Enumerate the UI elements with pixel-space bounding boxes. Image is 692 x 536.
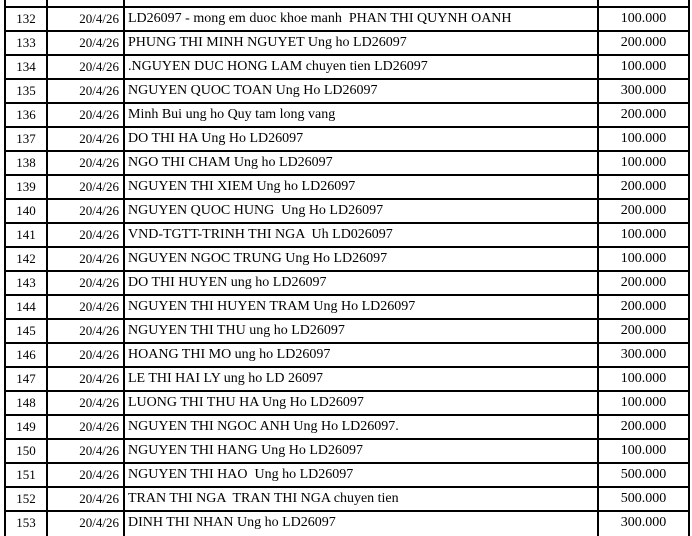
amount-cell: 100.000 — [620, 443, 667, 458]
donation-table-body — [6, 8, 688, 536]
date-cell: 20/4/26 — [48, 416, 125, 438]
description-cell — [125, 0, 599, 6]
donation-table — [4, 0, 690, 536]
description-cell: NGO THI CHAM Ung ho LD26097 — [125, 152, 599, 174]
row-number-cell: 150 — [6, 440, 48, 462]
date-cell: 20/4/26 — [48, 320, 125, 342]
row-number-cell: 132 — [6, 8, 48, 30]
table-row — [6, 152, 688, 176]
table-row — [6, 176, 688, 200]
description-cell: HOANG THI MO ung ho LD26097 — [125, 344, 599, 366]
table-row — [6, 392, 688, 416]
amount-cell: 200.000 — [620, 35, 667, 50]
date-cell: 20/4/26 — [48, 104, 125, 126]
date-cell — [48, 0, 125, 6]
description-cell: TRAN THI NGA TRAN THI NGA chuyen tien — [125, 488, 599, 510]
amount-cell: 100.000 — [620, 11, 667, 26]
table-row — [6, 128, 688, 152]
amount-cell: 100.000 — [620, 131, 667, 146]
date-cell: 20/4/26 — [48, 56, 125, 78]
description-cell: Minh Bui ung ho Quy tam long vang — [125, 104, 599, 126]
description-cell: NGUYEN THI HUYEN TRAM Ung Ho LD26097 — [125, 296, 599, 318]
row-number-cell: 143 — [6, 272, 48, 294]
description-cell: LE THI HAI LY ung ho LD 26097 — [125, 368, 599, 390]
row-number-cell: 149 — [6, 416, 48, 438]
description-cell: NGUYEN THI XIEM Ung ho LD26097 — [125, 176, 599, 198]
row-number-cell: 141 — [6, 224, 48, 246]
table-row — [6, 296, 688, 320]
table-row — [6, 8, 688, 32]
description-cell: LD26097 - mong em duoc khoe manh PHAN THI QUYNH OANH — [125, 8, 599, 30]
row-number-cell: 146 — [6, 344, 48, 366]
row-number-cell: 148 — [6, 392, 48, 414]
table-row — [6, 272, 688, 296]
description-cell: NGUYEN THI THU ung ho LD26097 — [125, 320, 599, 342]
description-cell: DO THI HUYEN ung ho LD26097 — [125, 272, 599, 294]
row-number-cell: 153 — [6, 512, 48, 536]
row-number-cell: 134 — [6, 56, 48, 78]
table-row — [6, 104, 688, 128]
table-row — [6, 224, 688, 248]
description-cell: NGUYEN QUOC TOAN Ung Ho LD26097 — [125, 80, 599, 102]
table-row — [6, 32, 688, 56]
amount-cell: 200.000 — [620, 299, 667, 314]
amount-cell: 200.000 — [620, 107, 667, 122]
date-cell: 20/4/26 — [48, 488, 125, 510]
row-number-cell: 147 — [6, 368, 48, 390]
date-cell: 20/4/26 — [48, 200, 125, 222]
description-cell: PHUNG THI MINH NGUYET Ung ho LD26097 — [125, 32, 599, 54]
description-cell: VND-TGTT-TRINH THI NGA Uh LD026097 — [125, 224, 599, 246]
row-number-cell: 133 — [6, 32, 48, 54]
amount-cell: 100.000 — [620, 59, 667, 74]
amount-cell: 100.000 — [620, 395, 667, 410]
date-cell: 20/4/26 — [48, 440, 125, 462]
date-cell: 20/4/26 — [48, 8, 125, 30]
description-cell: NGUYEN THI HANG Ung Ho LD26097 — [125, 440, 599, 462]
date-cell: 20/4/26 — [48, 80, 125, 102]
row-number-cell — [6, 0, 48, 6]
amount-cell: 300.000 — [620, 515, 667, 530]
amount-cell: 100.000 — [620, 371, 667, 386]
row-number-cell: 145 — [6, 320, 48, 342]
table-row — [6, 440, 688, 464]
date-cell: 20/4/26 — [48, 224, 125, 246]
row-number-cell: 144 — [6, 296, 48, 318]
date-cell: 20/4/26 — [48, 368, 125, 390]
description-cell: NGUYEN QUOC HUNG Ung Ho LD26097 — [125, 200, 599, 222]
description-cell: DO THI HA Ung Ho LD26097 — [125, 128, 599, 150]
date-cell: 20/4/26 — [48, 464, 125, 486]
row-number-cell: 142 — [6, 248, 48, 270]
amount-cell: 200.000 — [620, 179, 667, 194]
amount-cell: 100.000 — [620, 155, 667, 170]
date-cell: 20/4/26 — [48, 152, 125, 174]
row-number-cell: 140 — [6, 200, 48, 222]
date-cell: 20/4/26 — [48, 272, 125, 294]
amount-cell — [599, 0, 688, 6]
table-row — [6, 248, 688, 272]
date-cell: 20/4/26 — [48, 512, 125, 536]
date-cell: 20/4/26 — [48, 128, 125, 150]
description-cell: LUONG THI THU HA Ung Ho LD26097 — [125, 392, 599, 414]
table-row — [6, 368, 688, 392]
date-cell: 20/4/26 — [48, 248, 125, 270]
amount-cell: 500.000 — [620, 467, 667, 482]
amount-cell: 100.000 — [620, 227, 667, 242]
row-number-cell: 151 — [6, 464, 48, 486]
row-number-cell: 139 — [6, 176, 48, 198]
description-cell: DINH THI NHAN Ung ho LD26097 — [125, 512, 599, 536]
date-cell: 20/4/26 — [48, 32, 125, 54]
table-row — [6, 200, 688, 224]
amount-cell: 300.000 — [620, 347, 667, 362]
row-number-cell: 138 — [6, 152, 48, 174]
date-cell: 20/4/26 — [48, 344, 125, 366]
date-cell: 20/4/26 — [48, 176, 125, 198]
table-row — [6, 344, 688, 368]
date-cell: 20/4/26 — [48, 296, 125, 318]
description-cell: NGUYEN NGOC TRUNG Ung Ho LD26097 — [125, 248, 599, 270]
table-row — [6, 80, 688, 104]
amount-cell: 200.000 — [620, 275, 667, 290]
description-cell: NGUYEN THI HAO Ung ho LD26097 — [125, 464, 599, 486]
amount-cell: 500.000 — [620, 491, 667, 506]
description-cell: .NGUYEN DUC HONG LAM chuyen tien LD26097 — [125, 56, 599, 78]
table-row — [6, 512, 688, 536]
amount-cell: 200.000 — [620, 203, 667, 218]
table-row — [6, 56, 688, 80]
date-cell: 20/4/26 — [48, 392, 125, 414]
amount-cell: 200.000 — [620, 419, 667, 434]
row-number-cell: 136 — [6, 104, 48, 126]
amount-cell: 300.000 — [620, 83, 667, 98]
description-cell: NGUYEN THI NGOC ANH Ung Ho LD26097. — [125, 416, 599, 438]
table-row — [6, 488, 688, 512]
table-row — [6, 464, 688, 488]
table-row — [6, 320, 688, 344]
table-row-partial — [6, 0, 688, 8]
row-number-cell: 137 — [6, 128, 48, 150]
table-row — [6, 416, 688, 440]
row-number-cell: 135 — [6, 80, 48, 102]
amount-cell: 100.000 — [620, 251, 667, 266]
row-number-cell: 152 — [6, 488, 48, 510]
amount-cell: 200.000 — [620, 323, 667, 338]
